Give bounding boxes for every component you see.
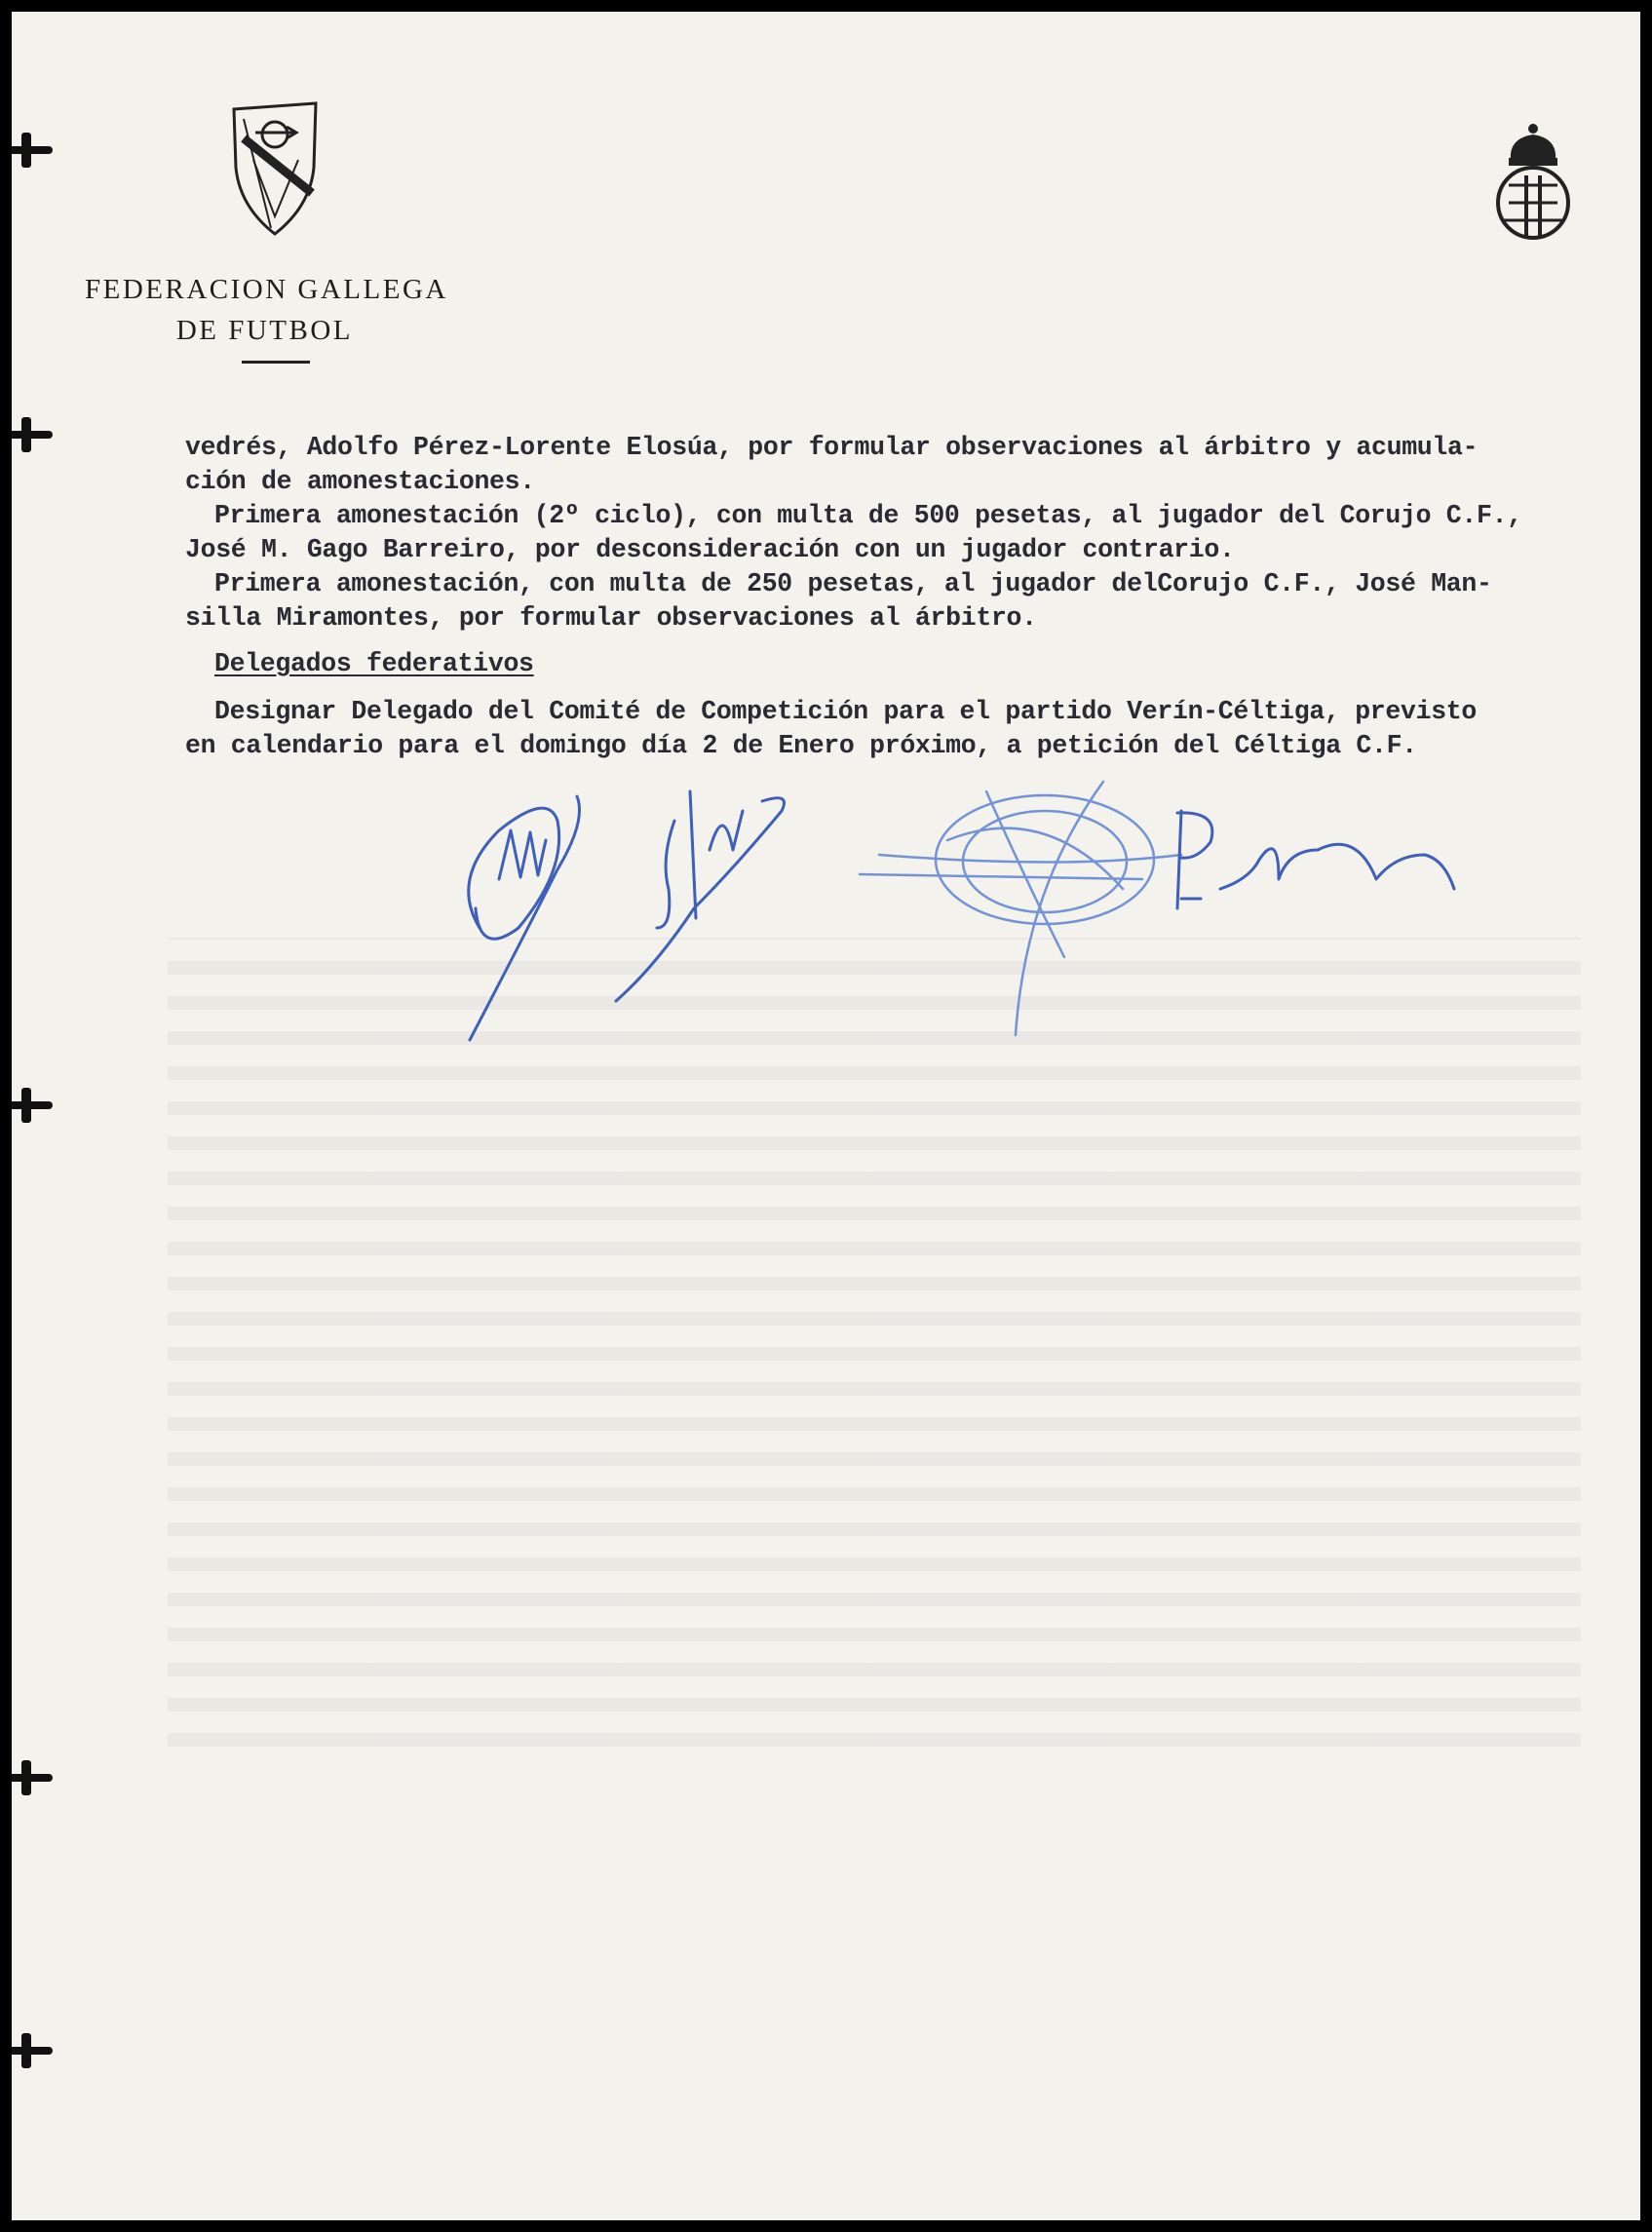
federation-line1: FEDERACION GALLEGA <box>85 274 448 305</box>
signature-1 <box>469 796 580 1040</box>
text-line: Designar Delegado del Comité de Competición para el partido Verín-Céltiga, previsto <box>214 697 1478 726</box>
signature-4 <box>1177 811 1454 908</box>
binder-punch-mark <box>12 431 53 439</box>
text-line: ción de amonestaciones. <box>185 467 535 496</box>
federation-name <box>85 269 448 351</box>
crowned-rfef-emblem-icon <box>1489 121 1577 246</box>
binder-punch-mark <box>12 2047 53 2055</box>
signatures <box>441 762 1493 1055</box>
binder-punch-mark <box>12 1774 53 1782</box>
binder-punch-mark <box>12 1101 53 1109</box>
header-divider <box>242 361 310 364</box>
text-line: en calendario para el domingo día 2 de Enero próximo, a petición del Céltiga C.F. <box>185 731 1417 760</box>
text-line: Primera amonestación (2º ciclo), con multa de 500 pesetas, al jugador del Corujo C.F., <box>214 501 1522 530</box>
text-line: Primera amonestación, con multa de 250 pesetas, al jugador delCorujo C.F., José Man- <box>214 569 1492 598</box>
signature-3-stamp <box>860 782 1181 1035</box>
bleed-through-text <box>168 938 1581 1747</box>
binder-punch-mark <box>12 146 53 154</box>
text-line: José M. Gago Barreiro, por desconsideración con un jugador contrario. <box>185 535 1235 564</box>
gallega-shield-icon <box>226 99 324 236</box>
text-line: vedrés, Adolfo Pérez-Lorente Elosúa, por formular observaciones al árbitro y acumula- <box>185 433 1479 462</box>
signature-2 <box>616 791 785 1001</box>
text-line: silla Miramontes, por formular observaciones al árbitro. <box>185 603 1037 633</box>
federation-line2: DE FUTBOL <box>175 315 354 346</box>
minutes-text <box>185 431 1608 763</box>
section-heading: Delegados federativos <box>214 649 534 678</box>
document-page <box>12 12 1640 2220</box>
